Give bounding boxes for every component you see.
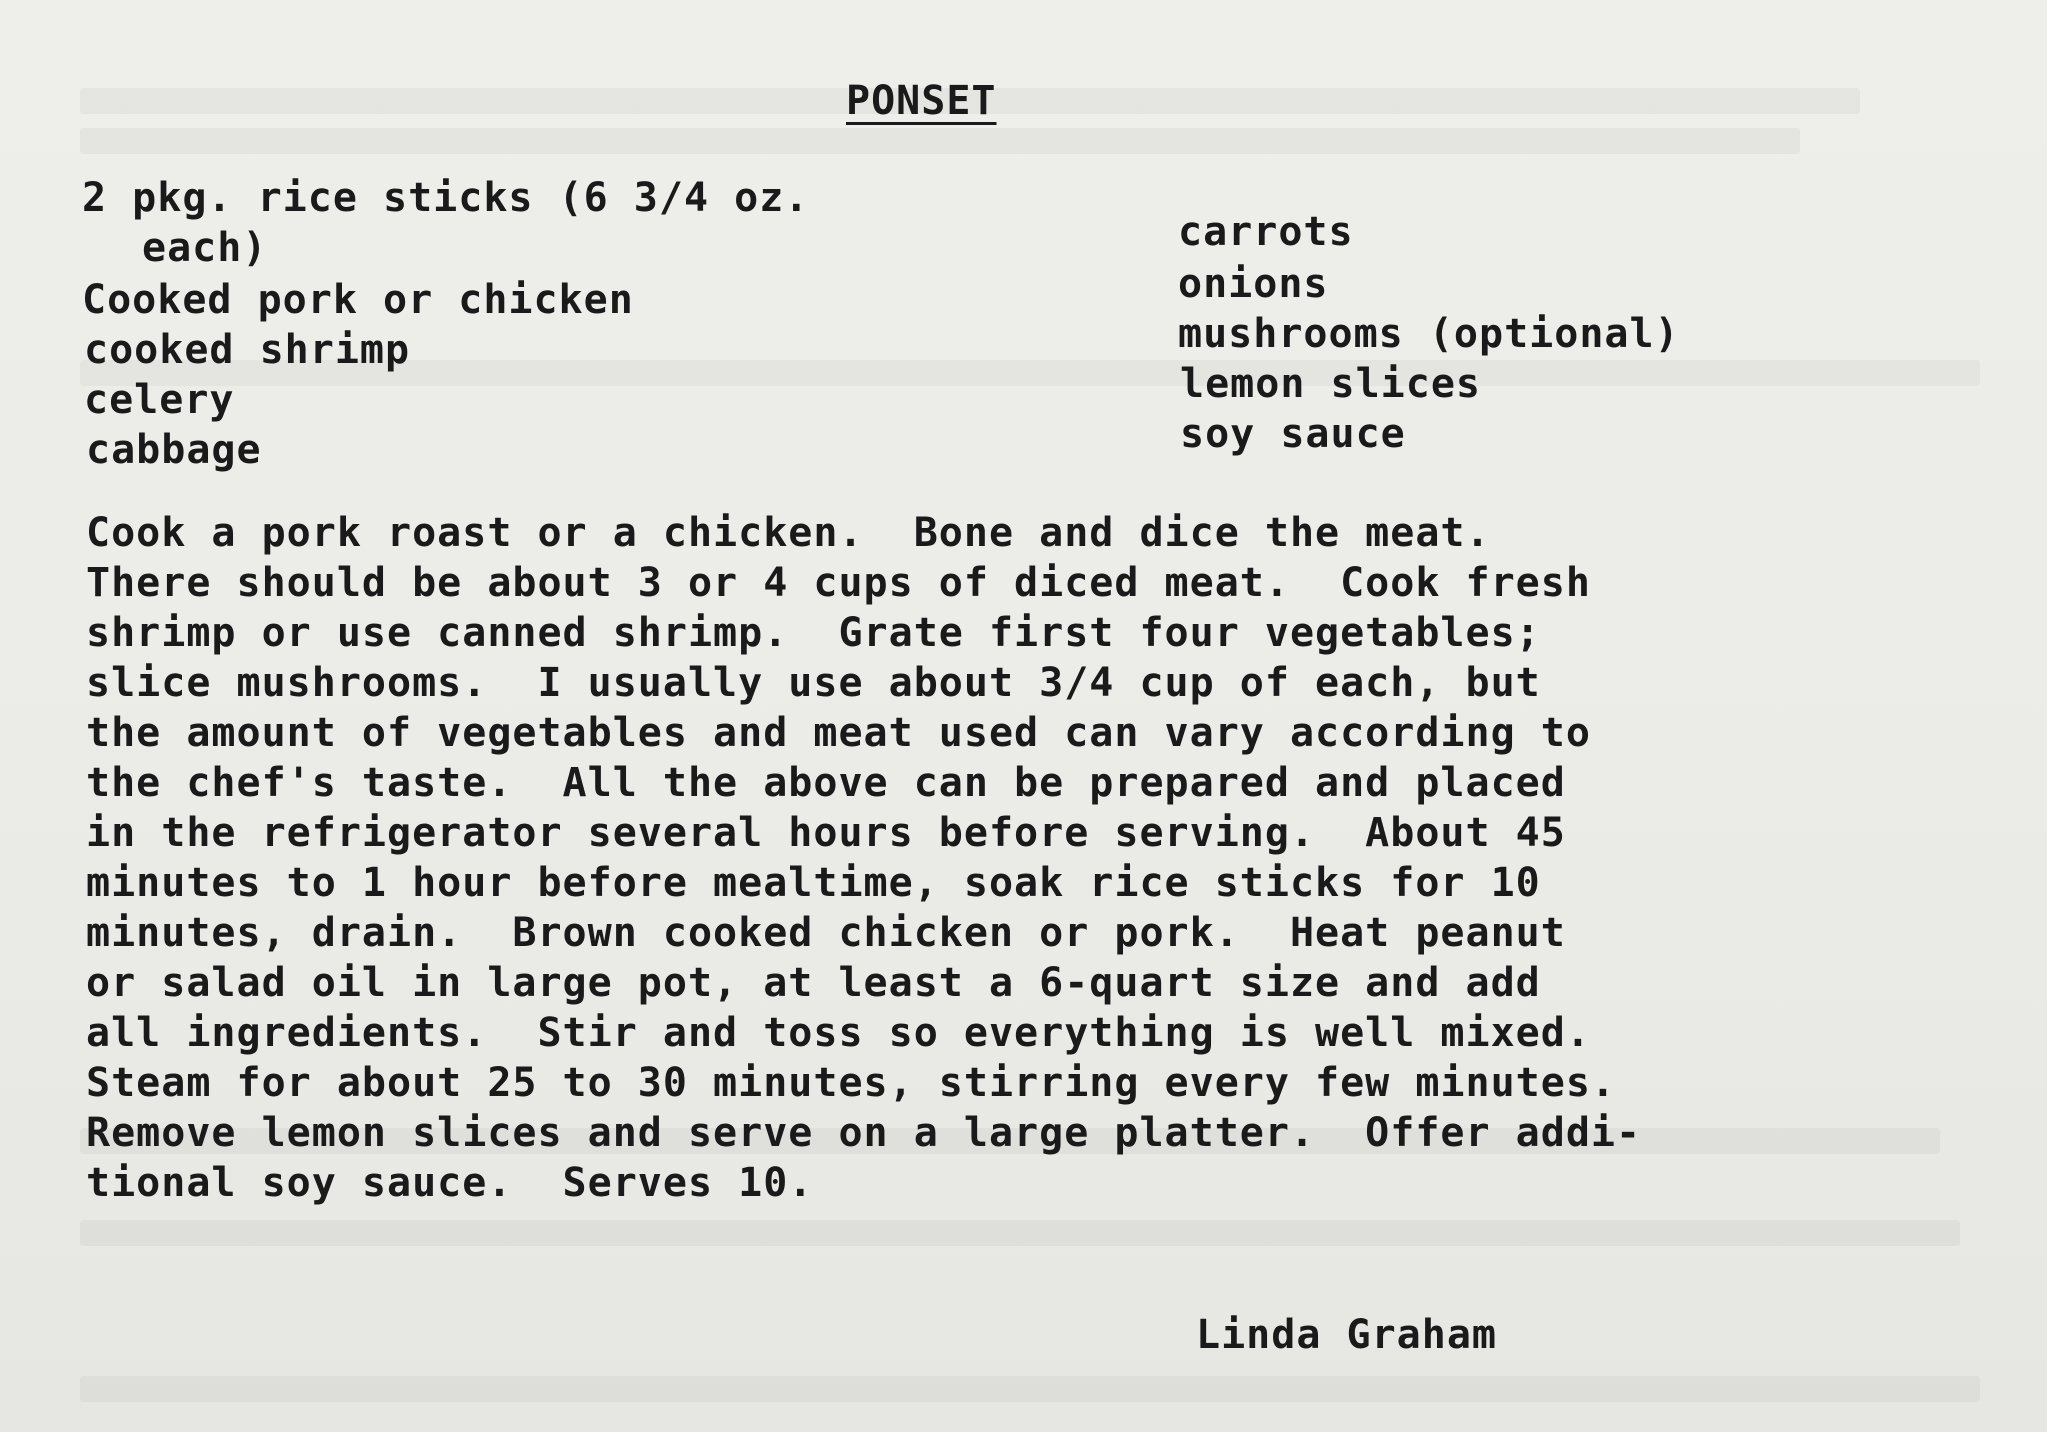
ingredient-item: 2 pkg. rice sticks (6 3/4 oz. bbox=[82, 175, 810, 221]
ingredient-item: each) bbox=[142, 225, 268, 271]
instruction-line: Cook a pork roast or a chicken. Bone and dice the meat. bbox=[86, 510, 1491, 556]
instruction-line: shrimp or use canned shrimp. Grate first four vegetables; bbox=[86, 610, 1541, 656]
instruction-line: Remove lemon slices and serve on a large platter. Offer addi- bbox=[86, 1110, 1642, 1156]
bleed-through-texture bbox=[80, 1376, 1980, 1402]
recipe-author: Linda Graham bbox=[1196, 1312, 1497, 1358]
ingredient-item: soy sauce bbox=[1180, 411, 1406, 457]
instruction-line: the chef's taste. All the above can be prepared and placed bbox=[86, 760, 1566, 806]
instruction-line: in the refrigerator several hours before serving. About 45 bbox=[86, 810, 1566, 856]
ingredient-item: Cooked pork or chicken bbox=[82, 277, 634, 323]
instruction-line: or salad oil in large pot, at least a 6-quart size and add bbox=[86, 960, 1541, 1006]
recipe-title: PONSET bbox=[846, 78, 997, 124]
instruction-line: the amount of vegetables and meat used can vary according to bbox=[86, 710, 1591, 756]
instruction-line: minutes, drain. Brown cooked chicken or pork. Heat peanut bbox=[86, 910, 1566, 956]
instruction-line: slice mushrooms. I usually use about 3/4 cup of each, but bbox=[86, 660, 1541, 706]
ingredient-item: carrots bbox=[1178, 209, 1354, 255]
ingredient-item: onions bbox=[1178, 261, 1329, 307]
instruction-line: minutes to 1 hour before mealtime, soak rice sticks for 10 bbox=[86, 860, 1541, 906]
ingredient-item: lemon slices bbox=[1180, 361, 1481, 407]
instruction-line: There should be about 3 or 4 cups of diced meat. Cook fresh bbox=[86, 560, 1591, 606]
ingredient-item: cooked shrimp bbox=[84, 327, 411, 373]
bleed-through-texture bbox=[80, 1220, 1960, 1246]
recipe-instructions bbox=[86, 508, 1641, 1208]
instruction-line: tional soy sauce. Serves 10. bbox=[86, 1160, 814, 1206]
ingredient-item: mushrooms (optional) bbox=[1178, 311, 1680, 357]
ingredient-item: cabbage bbox=[86, 427, 262, 473]
instruction-line: Steam for about 25 to 30 minutes, stirring every few minutes. bbox=[86, 1060, 1617, 1106]
instruction-line: all ingredients. Stir and toss so everything is well mixed. bbox=[86, 1010, 1591, 1056]
bleed-through-texture bbox=[80, 128, 1800, 154]
ingredient-item: celery bbox=[84, 377, 235, 423]
